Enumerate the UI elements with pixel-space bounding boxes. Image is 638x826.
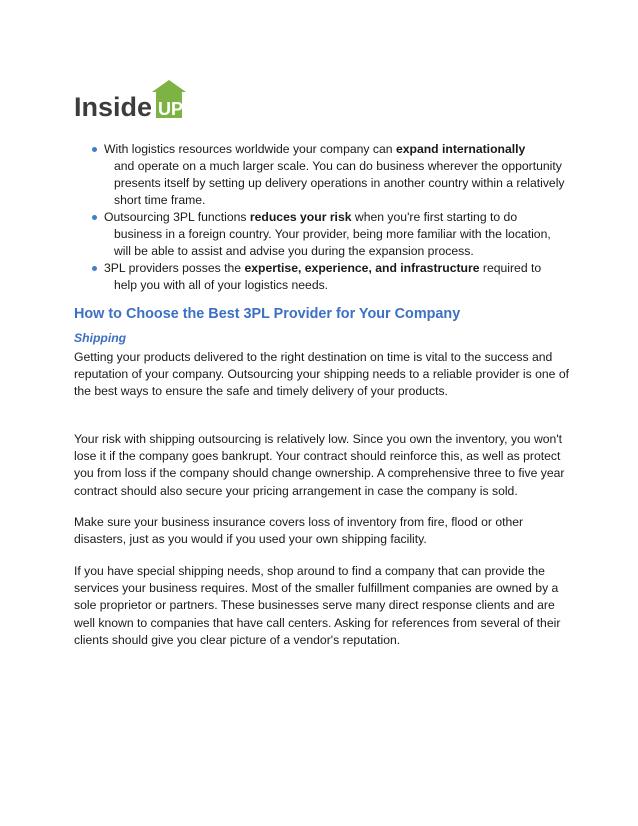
insideup-logo (74, 78, 194, 122)
logo-text-up: UP (158, 99, 184, 119)
bullet-text-post: when you're first starting to do (351, 210, 518, 224)
subsection-heading: Shipping (74, 331, 127, 345)
bullet-text-post: required to (479, 261, 542, 275)
bullet-icon (92, 215, 97, 220)
bullet-text-pre: 3PL providers posses the (104, 261, 245, 275)
bullet-text-continuation: business in a foreign country. Your provider, being more familiar with the location, will be able to assist and advise you during the expansion process. (114, 227, 551, 258)
bullet-text-bold: expertise, experience, and infrastructure (244, 261, 480, 275)
bullet-text-bold: reduces your risk (249, 210, 352, 224)
list-item (90, 260, 570, 294)
list-item (90, 209, 570, 260)
paragraph-special-needs: If you have special shipping needs, shop around to find a company that can provide the services your business requires. Most of the smaller fulfillment companies are owned by a sole proprietor or partners. These businesses serve many direct response clients and are well known to companies that have call centers. Asking for references from several of their clients should give you clear picture of a vendor's reputation. (74, 564, 561, 647)
logo-text-inside: Inside (74, 92, 153, 122)
logo-roof-icon (152, 80, 186, 92)
section-heading: How to Choose the Best 3PL Provider for Your Company (74, 306, 461, 322)
bullet-text-bold: expand internationally (395, 142, 526, 156)
bullet-icon (92, 266, 97, 271)
bullet-icon (92, 147, 97, 152)
bullet-text-continuation: and operate on a much larger scale. You can do business wherever the opportunity presents itself by setting up delivery operations in another country within a relatively short time frame. (114, 159, 565, 207)
bullet-text-continuation: help you with all of your logistics needs. (114, 278, 329, 292)
bullet-text-pre: Outsourcing 3PL functions (104, 210, 250, 224)
benefits-bullet-list (90, 141, 570, 294)
insideup-logo-graphic (74, 78, 194, 122)
list-item (90, 141, 570, 209)
paragraph-delivery: Getting your products delivered to the right destination on time is vital to the success and reputation of your company. Outsourcing your shipping needs to a reliable provider is one of the best ways to ensure the safe and timely delivery of your products. (74, 350, 570, 399)
paragraph-insurance: Make sure your business insurance covers loss of inventory from fire, flood or other disasters, just as you would if you used your own shipping facility. (74, 515, 524, 547)
bullet-text-pre: With logistics resources worldwide your company can (104, 142, 396, 156)
paragraph-risk: Your risk with shipping outsourcing is relatively low. Since you own the inventory, you won't lose it if the company goes bankrupt. Your contract should reinforce this, as well as protect you from loss if the company should change ownership. A comprehensive three to five year contract should also secure your pricing arrangement in case the company is sold. (74, 432, 565, 498)
